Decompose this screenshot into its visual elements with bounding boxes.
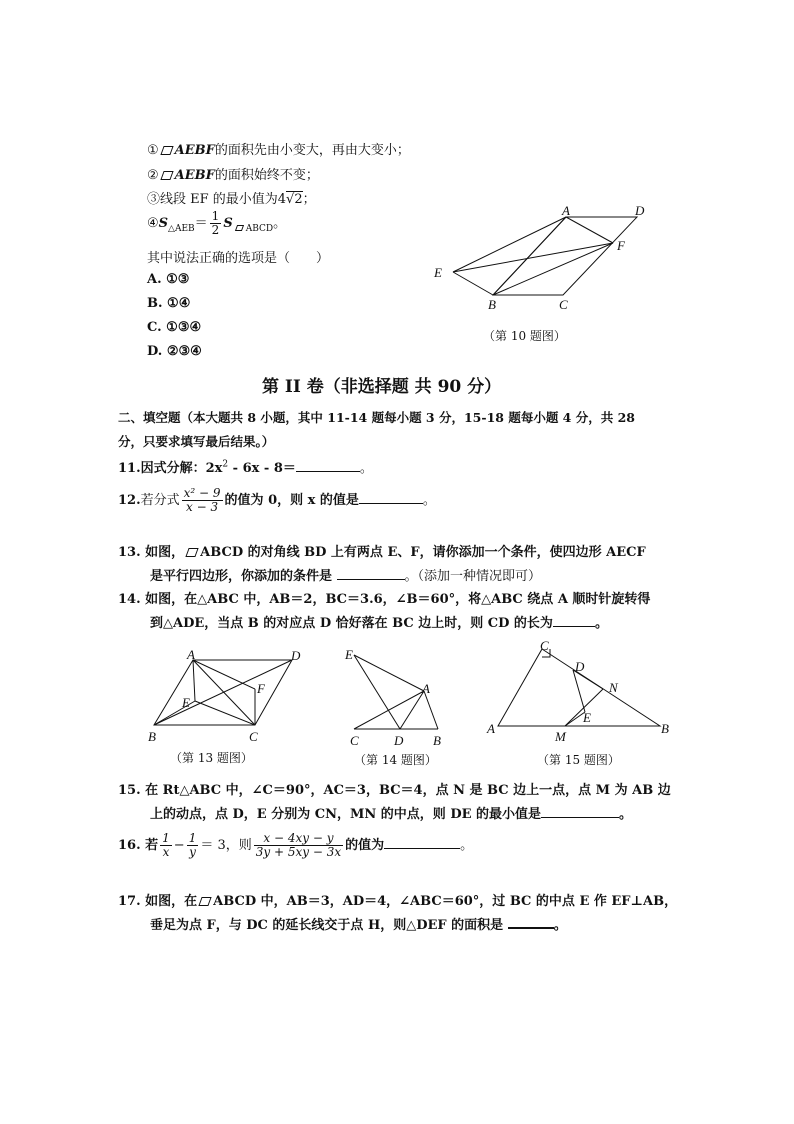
question-17-line-1: 17. 如图，在 ABCD 中，AB＝3，AD＝4，∠ABC＝60°，过 BC 的中点 E 作 EF⊥AB， bbox=[118, 894, 678, 909]
parallelogram-icon bbox=[160, 171, 173, 180]
label-a: A bbox=[562, 205, 570, 218]
q10-option-2: ② AEBF的面积始终不变； bbox=[147, 168, 319, 183]
parallelogram-icon bbox=[199, 897, 212, 906]
label-c: C bbox=[559, 297, 568, 312]
question-11: 11.因式分解：$2x^2 - 6x - 8=$ 。 bbox=[118, 459, 373, 476]
figure-10-caption: （第 10 题图） bbox=[483, 329, 566, 343]
fraction: $\frac{1}{2}$ bbox=[211, 209, 220, 238]
label-m: M bbox=[555, 729, 566, 744]
question-15-line-2: 上的动点，点 D，E 分别为 CN，MN 的中点，则 DE 的最小值是 。 bbox=[150, 807, 633, 822]
section-desc-2: 分，只要求填写最后结果。） bbox=[118, 434, 275, 449]
label-d: D bbox=[394, 733, 404, 748]
label-b: B bbox=[488, 297, 496, 312]
label-b: B bbox=[148, 729, 156, 744]
label-d: D bbox=[291, 648, 301, 663]
figure-15 bbox=[485, 637, 685, 773]
label-c: C bbox=[249, 729, 258, 744]
q10-choice-b: B. ①④ bbox=[147, 296, 191, 311]
label-f: F bbox=[617, 238, 625, 253]
figure-13 bbox=[144, 647, 314, 772]
q10-option-1: ① AEBF的面积先由小变大，再由大变小； bbox=[147, 143, 410, 158]
question-14-line-2: 到△ADE，当点 B 的对应点 D 恰好落在 BC 边上时，则 CD 的长为 。 bbox=[150, 616, 608, 631]
fraction: $\frac{1}{y}$ bbox=[188, 831, 197, 860]
answer-blank[interactable] bbox=[508, 915, 554, 929]
figure-15-caption: （第 15 题图） bbox=[537, 753, 620, 767]
fraction: $\frac{x - 4xy - y}{3y + 5xy - 3x}$ bbox=[255, 831, 342, 860]
answer-blank[interactable] bbox=[553, 614, 595, 627]
label-c: C bbox=[350, 733, 359, 748]
label-c: C bbox=[540, 638, 549, 653]
label-d: D bbox=[635, 205, 645, 218]
label-n: N bbox=[609, 680, 618, 695]
question-13-line-1: 13. 如图， ABCD 的对角线 BD 上有两点 E、F，请你添加一个条件，使四边形 AECF bbox=[118, 545, 646, 560]
fraction: $\frac{1}{x}$ bbox=[162, 831, 170, 860]
label-b: B bbox=[433, 733, 441, 748]
label-a: A bbox=[422, 681, 430, 696]
answer-blank[interactable] bbox=[359, 491, 423, 504]
parallelogram-icon bbox=[186, 548, 199, 557]
figure-13-caption: （第 13 题图） bbox=[170, 751, 253, 765]
question-15-line-1: 15. 在 Rt△ABC 中，∠C＝90°，AC＝3，BC＝4，点 N 是 BC 边上一点，点 M 为 AB 边 bbox=[118, 783, 671, 798]
question-13-line-2: 是平行四边形，你添加的条件是 。（添加一种情况即可） bbox=[150, 569, 542, 584]
label-b: B bbox=[661, 721, 669, 736]
q10-choice-d: D. ②③④ bbox=[147, 344, 202, 359]
answer-blank[interactable] bbox=[384, 836, 460, 849]
q10-choice-a: A. ①③ bbox=[147, 272, 190, 287]
q10-option-4: $④S_{\triangle AEB}=$ $\frac{1}{2}$ S $_{ABCD}$。 bbox=[147, 209, 287, 238]
section-title: 第 II 卷（非选择题 共 90 分） bbox=[262, 377, 502, 397]
figure-14-caption: （第 14 题图） bbox=[354, 753, 437, 767]
label-e: E bbox=[583, 710, 591, 725]
answer-blank[interactable] bbox=[541, 805, 619, 818]
fraction: $\frac{\text{x² − 9}}{x - 3}$ bbox=[183, 486, 221, 515]
answer-blank[interactable] bbox=[296, 459, 360, 472]
figure-10 bbox=[425, 205, 665, 350]
label-a: A bbox=[187, 647, 195, 662]
q10-choice-c: C. ①③④ bbox=[147, 320, 202, 335]
question-12: 12.若分式 $\frac{\text{x² − 9}}{x - 3}$ 的值为 0，则 x 的值是 。 bbox=[118, 486, 436, 515]
question-14-line-1: 14. 如图，在△ABC 中，AB＝2，BC＝3.6，∠B＝60°，将△ABC 绕点 A 顺时针旋转得 bbox=[118, 592, 651, 607]
q10-option-3: ③线段 EF 的最小值为4√2； bbox=[147, 192, 316, 207]
q10-question: 其中说法正确的选项是（ ） bbox=[147, 251, 330, 266]
label-e: E bbox=[182, 695, 190, 710]
section-desc-1: 二、填空题（本大题共 8 小题，其中 11-14 题每小题 3 分，15-18 题每小题 4 分，共 28 bbox=[118, 410, 635, 425]
figure-14 bbox=[340, 645, 460, 773]
label-d: D bbox=[575, 659, 585, 674]
label-f: F bbox=[257, 681, 265, 696]
label-e: E bbox=[434, 265, 442, 280]
parallelogram-icon bbox=[160, 146, 173, 155]
question-16: 16. 若 $\frac{1}{x}$ − $\frac{1}{y}$ ＝ 3，则 $\frac{x - 4xy - y}{3y + 5xy - 3x}$ 的值为 。 bbox=[118, 831, 474, 860]
label-a: A bbox=[487, 721, 495, 736]
question-17-line-2: 垂足为点 F，与 DC 的延长线交于点 H，则△DEF 的面积是 。 bbox=[150, 914, 567, 933]
answer-blank[interactable] bbox=[337, 567, 405, 580]
parallelogram-icon bbox=[235, 225, 244, 231]
label-e: E bbox=[345, 647, 353, 662]
